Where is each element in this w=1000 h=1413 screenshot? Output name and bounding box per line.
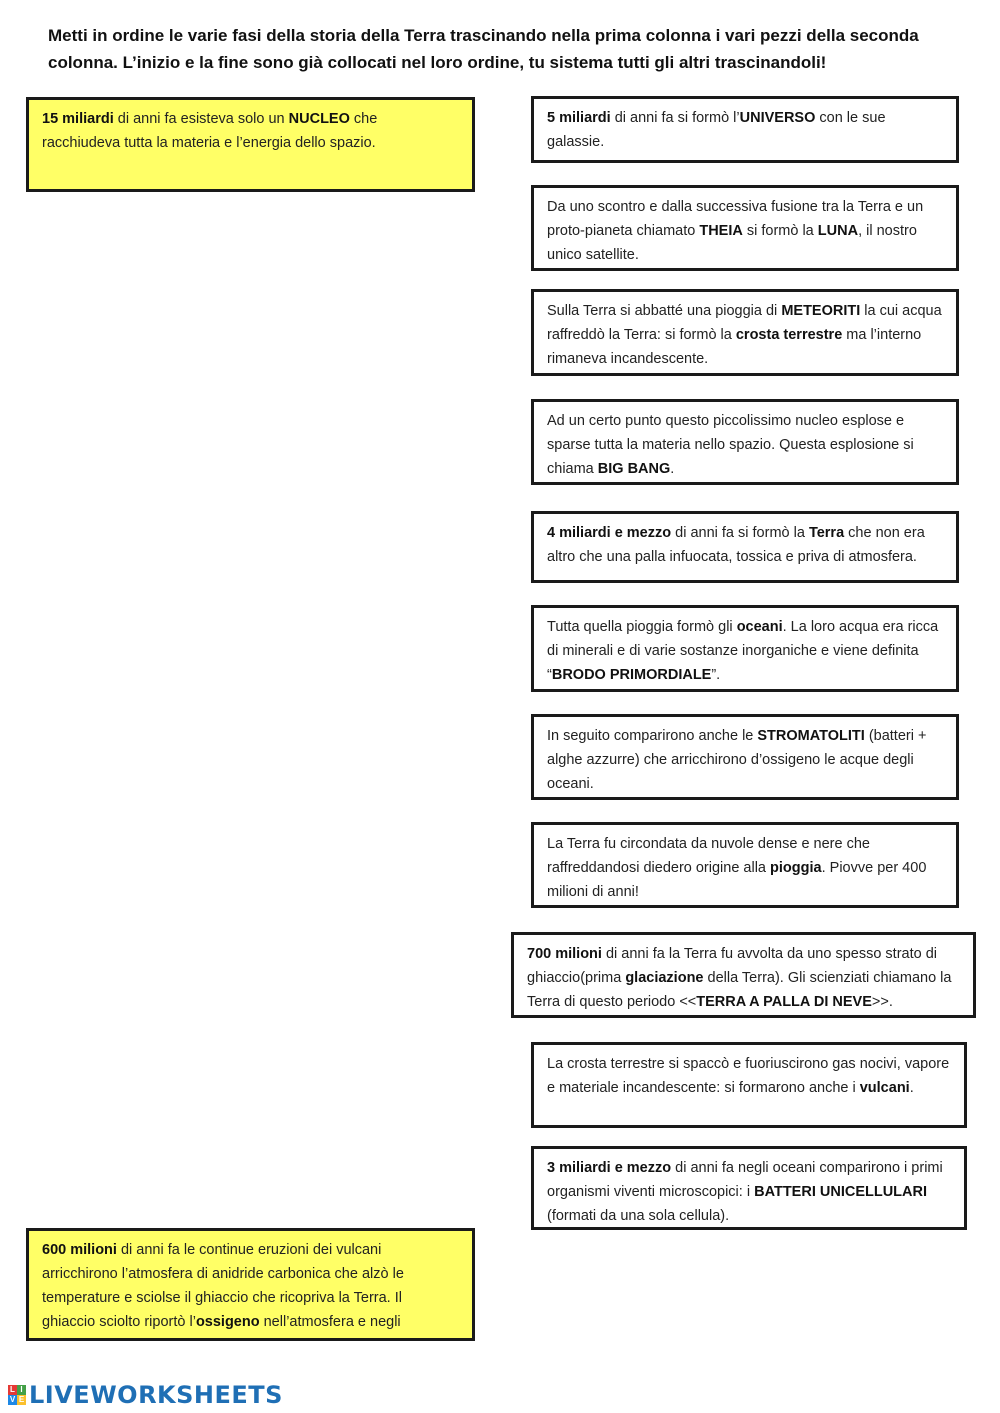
card-text: >>. <box>871 994 893 1010</box>
card-text: (formati da una sola cellula). <box>547 1208 730 1224</box>
draggable-card-universo[interactable] <box>531 96 959 163</box>
draggable-card-luna[interactable] <box>531 185 959 271</box>
card-text: La crosta terrestre si spaccò e fuoriuscirono gas nocivi, vapore e materiale incandescente: si formarono anche i <box>547 1056 950 1096</box>
card-text-bold: 15 miliardi <box>42 111 114 127</box>
card-text-bold: Terra <box>808 525 845 541</box>
card-text-bold: BRODO PRIMORDIALE <box>551 667 712 683</box>
card-text: di anni fa negli oceani comparirono i primi organismi viventi microscopici: i <box>547 1160 943 1200</box>
card-text-bold: 600 milioni <box>42 1242 117 1258</box>
card-text-bold: 4 miliardi e mezzo <box>547 525 672 541</box>
card-text: si formò la <box>742 223 818 239</box>
card-text: di anni fa si formò l’ <box>610 110 740 126</box>
instructions-text: Metti in ordine le varie fasi della storia della Terra trascinando nella prima colonna i vari pezzi della seconda colonna. L’inizio e la fine sono già collocati nel loro ordine, tu sistema tutti gli altri trascinandoli! <box>48 26 919 72</box>
card-text: ”. <box>711 667 721 683</box>
liveworksheets-logo <box>8 1380 283 1410</box>
card-text: , il nostro unico satellite. <box>547 223 917 263</box>
card-text-bold: BATTERI UNICELLULARI <box>754 1184 928 1200</box>
draggable-card-meteoriti[interactable] <box>531 289 959 376</box>
card-text: . <box>909 1080 914 1096</box>
logo-text: LIVEWORKSHEETS <box>29 1381 283 1409</box>
card-text: . Piovve per 400 milioni di anni! <box>547 860 927 900</box>
card-text-bold: THEIA <box>699 223 743 239</box>
draggable-card-big-bang[interactable] <box>531 399 959 485</box>
card-text: di anni fa esisteva solo un <box>113 111 289 127</box>
card-text: di anni fa si formò la <box>671 525 809 541</box>
card-text: . <box>670 461 675 477</box>
card-text: Ad un certo punto questo piccolissimo nucleo esplose e sparse tutta la materia nello spazio. Questa esplosione si chiama <box>547 413 914 477</box>
card-text: di anni fa la Terra fu avvolta da uno spesso strato di ghiaccio(prima <box>527 946 937 986</box>
draggable-card-terra[interactable] <box>531 511 959 583</box>
card-text-bold: vulcani <box>859 1080 910 1096</box>
logo-mark-letter: L <box>8 1385 17 1395</box>
card-text: la cui acqua raffreddò la Terra: si formò la <box>547 303 942 343</box>
card-text-bold: 700 milioni <box>527 946 602 962</box>
card-text-bold: NUCLEO <box>288 111 350 127</box>
card-text: . La loro acqua era ricca di minerali e di varie sostanze inorganiche e viene definita “ <box>547 619 939 683</box>
card-text-bold: 5 miliardi <box>547 110 611 126</box>
logo-mark-letter: V <box>9 1395 16 1404</box>
card-text: della Terra). Gli scienziati chiamano la Terra di questo periodo << <box>527 970 952 1010</box>
card-text-bold: STROMATOLITI <box>757 728 865 744</box>
card-text-bold: glaciazione <box>625 970 704 986</box>
card-text-bold: oceani <box>736 619 783 635</box>
card-text-bold: METEORITI <box>781 303 861 319</box>
card-text: che non era altro che una palla infuocata, tossica e priva di atmosfera. <box>547 525 925 565</box>
card-text: che racchiudeva tutta la materia e l’energia dello spazio. <box>42 111 378 151</box>
card-text-bold: BIG BANG <box>597 461 671 477</box>
logo-mark-letter: I <box>17 1385 26 1395</box>
card-text: Sulla Terra si abbatté una pioggia di <box>547 303 782 319</box>
card-text-bold: TERRA A PALLA DI NEVE <box>696 994 872 1010</box>
card-text-bold: 3 miliardi e mezzo <box>547 1160 672 1176</box>
card-text: con le sue galassie. <box>547 110 886 150</box>
card-text-bold: UNIVERSO <box>739 110 816 126</box>
draggable-card-batteri[interactable] <box>531 1146 967 1230</box>
card-text: nell’atmosfera e negli <box>259 1314 401 1330</box>
card-text: (batteri + alghe azzurre) che arricchirono d’ossigeno le acque degli oceani. <box>547 728 927 792</box>
fixed-card-start <box>26 97 475 192</box>
card-text-bold: pioggia <box>770 860 822 876</box>
card-text: Da uno scontro e dalla successiva fusione tra la Terra e un proto-pianeta chiamato <box>547 199 924 239</box>
card-text-bold: ossigeno <box>195 1314 260 1330</box>
card-text: Tutta quella pioggia formò gli <box>547 619 737 635</box>
card-text: di anni fa le continue eruzioni dei vulcani arricchirono l’atmosfera di anidride carbonica che alzò le temperature e sciolse il ghiaccio che ricopriva la Terra. Il ghiaccio sciolto riportò l’ <box>42 1242 404 1330</box>
card-text-bold: LUNA <box>817 223 859 239</box>
card-text: La Terra fu circondata da nuvole dense e nere che raffreddandosi diedero origine alla <box>547 836 870 876</box>
draggable-card-pioggia[interactable] <box>531 822 959 908</box>
liveworksheets-logo-icon <box>8 1385 26 1405</box>
card-text-bold: crosta terrestre <box>735 327 843 343</box>
draggable-card-glaciazione[interactable] <box>511 932 976 1018</box>
logo-mark-letter: E <box>18 1395 25 1404</box>
card-text: In seguito comparirono anche le <box>547 728 758 744</box>
card-text: ma l’interno rimaneva incandescente. <box>547 327 922 367</box>
draggable-card-stromatoliti[interactable] <box>531 714 959 800</box>
draggable-card-oceani[interactable] <box>531 605 959 692</box>
draggable-card-vulcani[interactable] <box>531 1042 967 1128</box>
fixed-card-end <box>26 1228 475 1341</box>
